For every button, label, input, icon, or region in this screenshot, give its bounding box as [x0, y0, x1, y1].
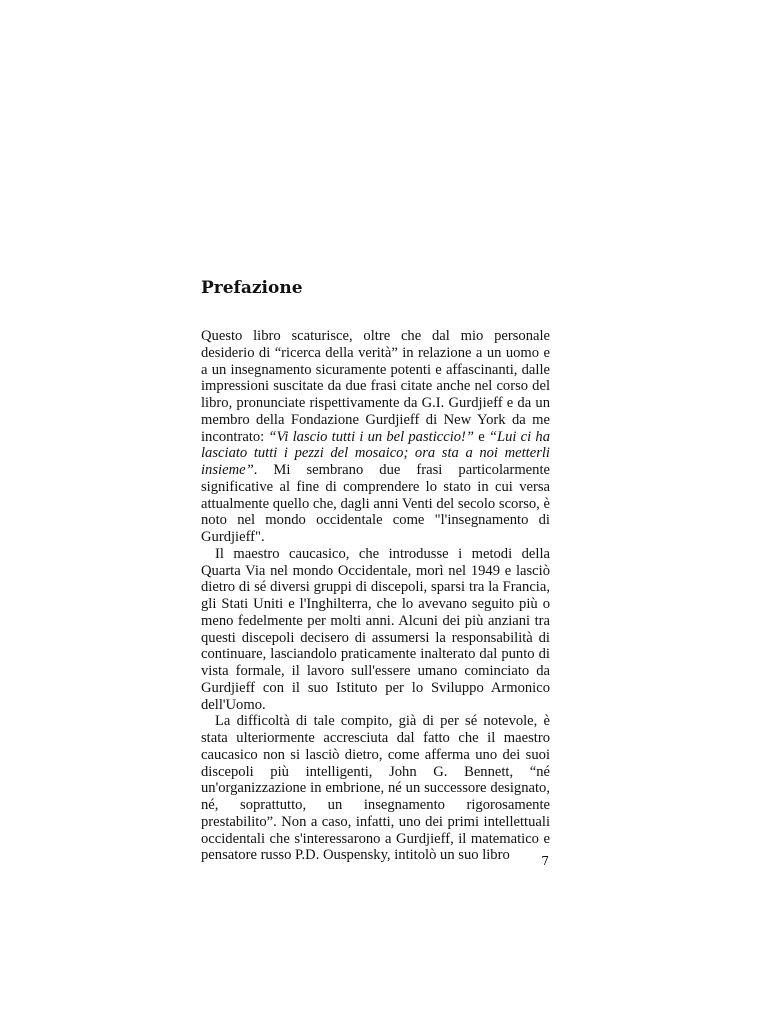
paragraph-text: e [474, 428, 489, 445]
paragraph-text: . Mi sembrano due frasi particolarmente significative al fine di comprendere lo stato in cui versa attualmente quello che, dagli anni Venti del secolo scorso, è noto nel mondo occidentale come "l'insegnamento di Gurdjieff". [201, 462, 550, 545]
quote-text: “Lui ci ha lasciato tutti i pezzi del mosaico; ora sta a noi metterli insieme” [201, 428, 550, 478]
paragraph [201, 546, 550, 714]
paragraph-text: La difficoltà di tale compito, già di per sé notevole, è stata ulteriormente accresciuta dal fatto che il maestro caucasico non si lasciò dietro, come afferma uno dei suoi discepoli più intelligenti, John G. Bennett, “né un'organizzazione in embrione, né un successore designato, né, soprattutto, un insegnamento rigorosamente prestabilito”. Non a caso, infatti, uno dei primi intellettuali occidentali che s'interessarono a Gurdjieff, il matematico e pensatore russo P.D. Ouspensky, intitolò un suo libro [201, 713, 550, 864]
paragraph [201, 713, 550, 864]
page-title: Prefazione [201, 278, 303, 298]
paragraph-text: Il maestro caucasico, che introdusse i metodi della Quarta Via nel mondo Occidentale, morì nel 1949 e lasciò dietro di sé diversi gruppi di discepoli, sparsi tra la Francia, gli Stati Uniti e l'Inghilterra, che lo avevano seguito più o meno fedelmente per molti anni. Alcuni dei più anziani tra questi discepoli decisero di assumersi la responsabilità di continuare, lasciandolo praticamente inalterato dal punto di vista formale, il lavoro sull'essere umano cominciato da Gurdjieff con il suo Istituto per lo Sviluppo Armonico dell'Uomo. [201, 545, 550, 713]
paragraph [201, 328, 550, 546]
page-number: 7 [541, 854, 549, 868]
quote-text: “Vi lascio tutti i un bel pasticcio!” [268, 428, 475, 445]
paragraph-text: Questo libro scaturisce, oltre che dal mio personale desiderio di “ricerca della verità” in relazione a un uomo e a un insegnamento sicuramente potenti e affascinanti, dalle impressioni suscitate da due frasi citate anche nel corso del libro, pronunciate rispettivamente da G.I. Gurdjieff e da un membro della Fondazione Gurdjieff di New York da me incontrato: [201, 328, 550, 445]
body-text [201, 328, 550, 864]
